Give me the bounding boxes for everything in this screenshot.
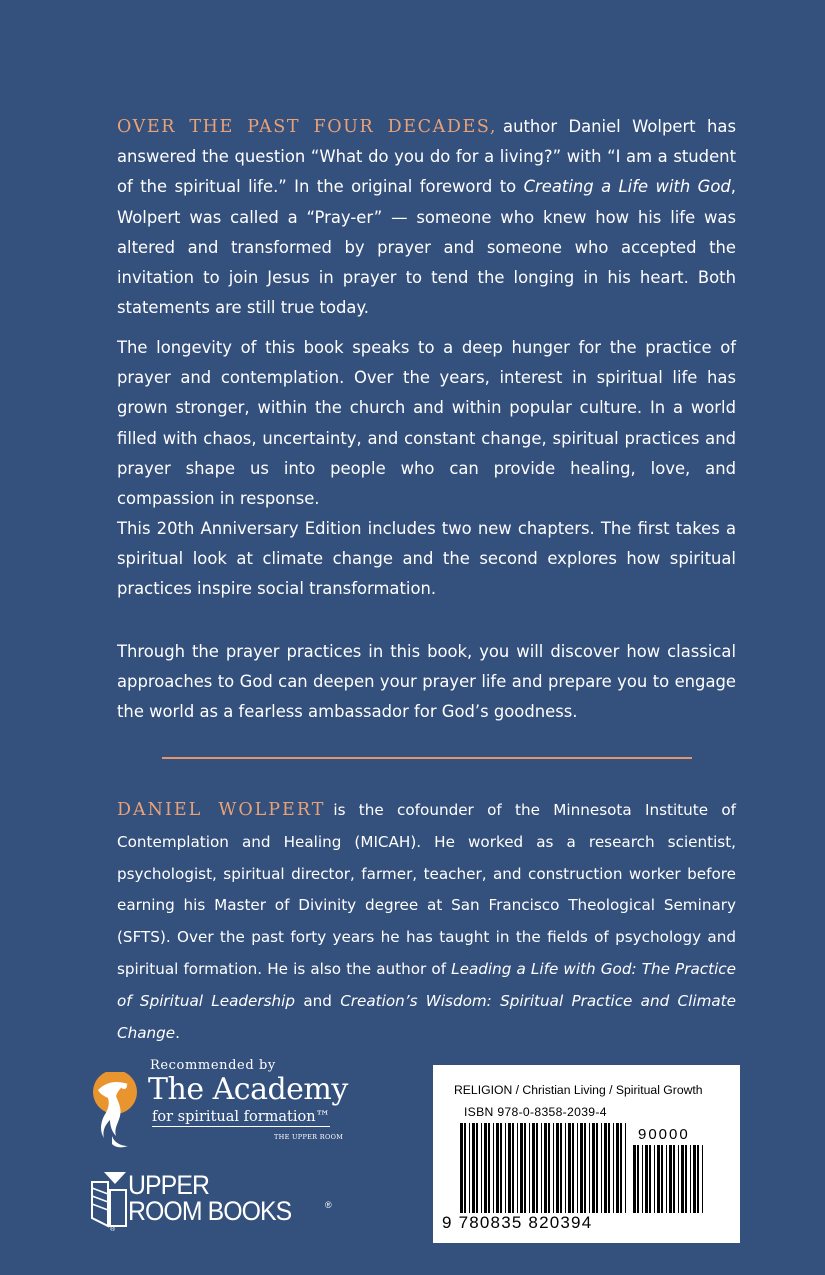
- blurb-paragraph-4: Through the prayer practices in this book, you will discover how classical approaches to God can deepen your prayer life and prepare you to engage the world as a fearless ambassador for God’s goodness.: [117, 642, 736, 722]
- academy-logo: [88, 1058, 348, 1150]
- barcode-stripe: [697, 1145, 699, 1213]
- barcode-stripe: [536, 1123, 538, 1213]
- barcode-stripe: [693, 1145, 696, 1213]
- bisac-category: RELIGION / Christian Living / Spiritual Growth: [454, 1083, 703, 1097]
- bio-text: .: [175, 1023, 180, 1042]
- registered-mark: ®: [110, 1226, 116, 1233]
- barcode-box: [433, 1065, 740, 1243]
- blurb-text: author Daniel Wolpert has answered the question “What do you do for a living?” with “I am a student of the spiritual life.” In the original foreword to: [117, 117, 736, 197]
- academy-name: The Academy: [148, 1072, 348, 1107]
- barcode-stripe: [520, 1123, 523, 1213]
- barcode-stripe: [512, 1123, 514, 1213]
- barcode-stripe: [685, 1145, 687, 1213]
- barcode-stripe: [637, 1145, 639, 1213]
- academy-subtitle: for spiritual formation™: [152, 1109, 331, 1125]
- barcode-stripe: [529, 1123, 530, 1213]
- barcode-stripe: [464, 1123, 466, 1213]
- recommended-text: Recommended by: [150, 1058, 276, 1073]
- academy-parent: THE UPPER ROOM: [274, 1133, 344, 1141]
- barcode-stripe: [553, 1123, 554, 1213]
- blurb-lead: OVER THE PAST FOUR DECADES,: [117, 117, 498, 137]
- barcode-stripe: [661, 1145, 663, 1213]
- blurb-text: , Wolpert was called a “Pray-er” — someone who knew how his life was altered and transformed by prayer and someone who accepted the invitation to join Jesus in prayer to tend the longing in his heart. Both statements are still true today.: [117, 177, 736, 318]
- barcode-stripe: [548, 1123, 550, 1213]
- barcode-stripe: [604, 1123, 607, 1213]
- author-name: DANIEL WOLPERT: [117, 800, 326, 820]
- blurb-paragraph-1: [117, 112, 736, 323]
- barcode-stripe: [620, 1123, 622, 1213]
- logo-word-upper: UPPER: [128, 1170, 209, 1200]
- barcode-stripe: [565, 1123, 566, 1213]
- barcode-stripe: [500, 1123, 502, 1213]
- barcode-stripe: [649, 1145, 651, 1213]
- isbn-text: ISBN 978-0-8358-2039-4: [464, 1105, 607, 1119]
- barcode-stripe: [678, 1145, 679, 1213]
- book-title: Creating a Life with God: [523, 177, 731, 197]
- barcode-stripe: [544, 1123, 547, 1213]
- barcode-stripe: [577, 1123, 578, 1213]
- barcode-stripe: [508, 1123, 511, 1213]
- barcode-stripe: [601, 1123, 602, 1213]
- book-title-1: Leading a Life with God: The Practice of Spiritual Leadership: [117, 959, 736, 1010]
- barcode-stripe: [472, 1123, 475, 1213]
- bio-text: and: [295, 991, 341, 1010]
- barcode-stripe: [642, 1145, 643, 1213]
- barcode-stripe: [702, 1145, 703, 1213]
- barcode-stripe: [584, 1123, 586, 1213]
- barcode-stripe: [524, 1123, 526, 1213]
- book-icon: [90, 1172, 130, 1230]
- barcode-stripe: [460, 1123, 463, 1213]
- barcode-stripe: [560, 1123, 562, 1213]
- upper-room-books-logo: [90, 1170, 350, 1240]
- barcode-stripe: [613, 1123, 614, 1213]
- barcode-stripe: [608, 1123, 610, 1213]
- registered-mark: ®: [325, 1200, 332, 1210]
- barcode-stripe: [493, 1123, 494, 1213]
- barcode-stripe: [592, 1123, 595, 1213]
- book-title-2: Creation’s Wisdom: Spiritual Practice and Climate Change: [117, 991, 736, 1042]
- barcode-stripe: [469, 1123, 470, 1213]
- academy-figure-icon: [88, 1072, 146, 1152]
- divider-rule: [162, 757, 692, 759]
- barcode-stripe: [633, 1145, 636, 1213]
- logo-word-room-books: ROOM BOOKS: [128, 1196, 292, 1226]
- barcode-stripe: [556, 1123, 559, 1213]
- barcode-stripe: [673, 1145, 675, 1213]
- barcode-stripe: [681, 1145, 684, 1213]
- barcode-stripe: [625, 1123, 626, 1213]
- author-bio: [117, 795, 736, 1049]
- barcode-stripe: [541, 1123, 542, 1213]
- blurb-paragraph-3: This 20th Anniversary Edition includes two new chapters. The first takes a spiritual look at climate change and the second explores how spiritual practices inspire social transformation.: [117, 519, 736, 599]
- barcode-stripe: [645, 1145, 648, 1213]
- barcode-stripe: [496, 1123, 499, 1213]
- barcode-stripe: [690, 1145, 691, 1213]
- barcode-stripe: [572, 1123, 574, 1213]
- barcode-stripe: [580, 1123, 583, 1213]
- barcode-stripe: [532, 1123, 535, 1213]
- barcode-stripe: [589, 1123, 590, 1213]
- barcode-number: 9 780835 820394: [442, 1213, 593, 1232]
- barcode-stripe: [666, 1145, 667, 1213]
- barcode-stripe: [616, 1123, 619, 1213]
- barcode-stripe: [517, 1123, 518, 1213]
- blurb-paragraph-2: The longevity of this book speaks to a deep hunger for the practice of prayer and contemplation. Over the years, interest in spiritual life has grown stronger, within the church and within popular culture. In a world filled with chaos, uncertainty, and constant change, spiritual practices and prayer shape us into people who can provide healing, love, and compassion in response.: [117, 338, 736, 509]
- barcode-stripe: [596, 1123, 598, 1213]
- barcode-stripe: [654, 1145, 655, 1213]
- barcode-stripe: [484, 1123, 487, 1213]
- barcode-stripe: [568, 1123, 571, 1213]
- barcode-stripe: [488, 1123, 490, 1213]
- barcode-stripe: [481, 1123, 482, 1213]
- barcode-stripe: [505, 1123, 506, 1213]
- bio-text: is the cofounder of the Minnesota Institute of Contemplation and Healing (MICAH). He worked as a research scientist, psychologist, spiritual director, farmer, teacher, and construction worker before earning his Master of Divinity degree at San Francisco Theological Seminary (SFTS). Over the past forty years he has taught in the fields of psychology and spiritual formation. He is also the author of: [117, 801, 736, 978]
- price-code: 90000: [638, 1126, 690, 1143]
- barcode-stripe: [476, 1123, 478, 1213]
- barcode-stripe: [669, 1145, 672, 1213]
- barcode-stripe: [657, 1145, 660, 1213]
